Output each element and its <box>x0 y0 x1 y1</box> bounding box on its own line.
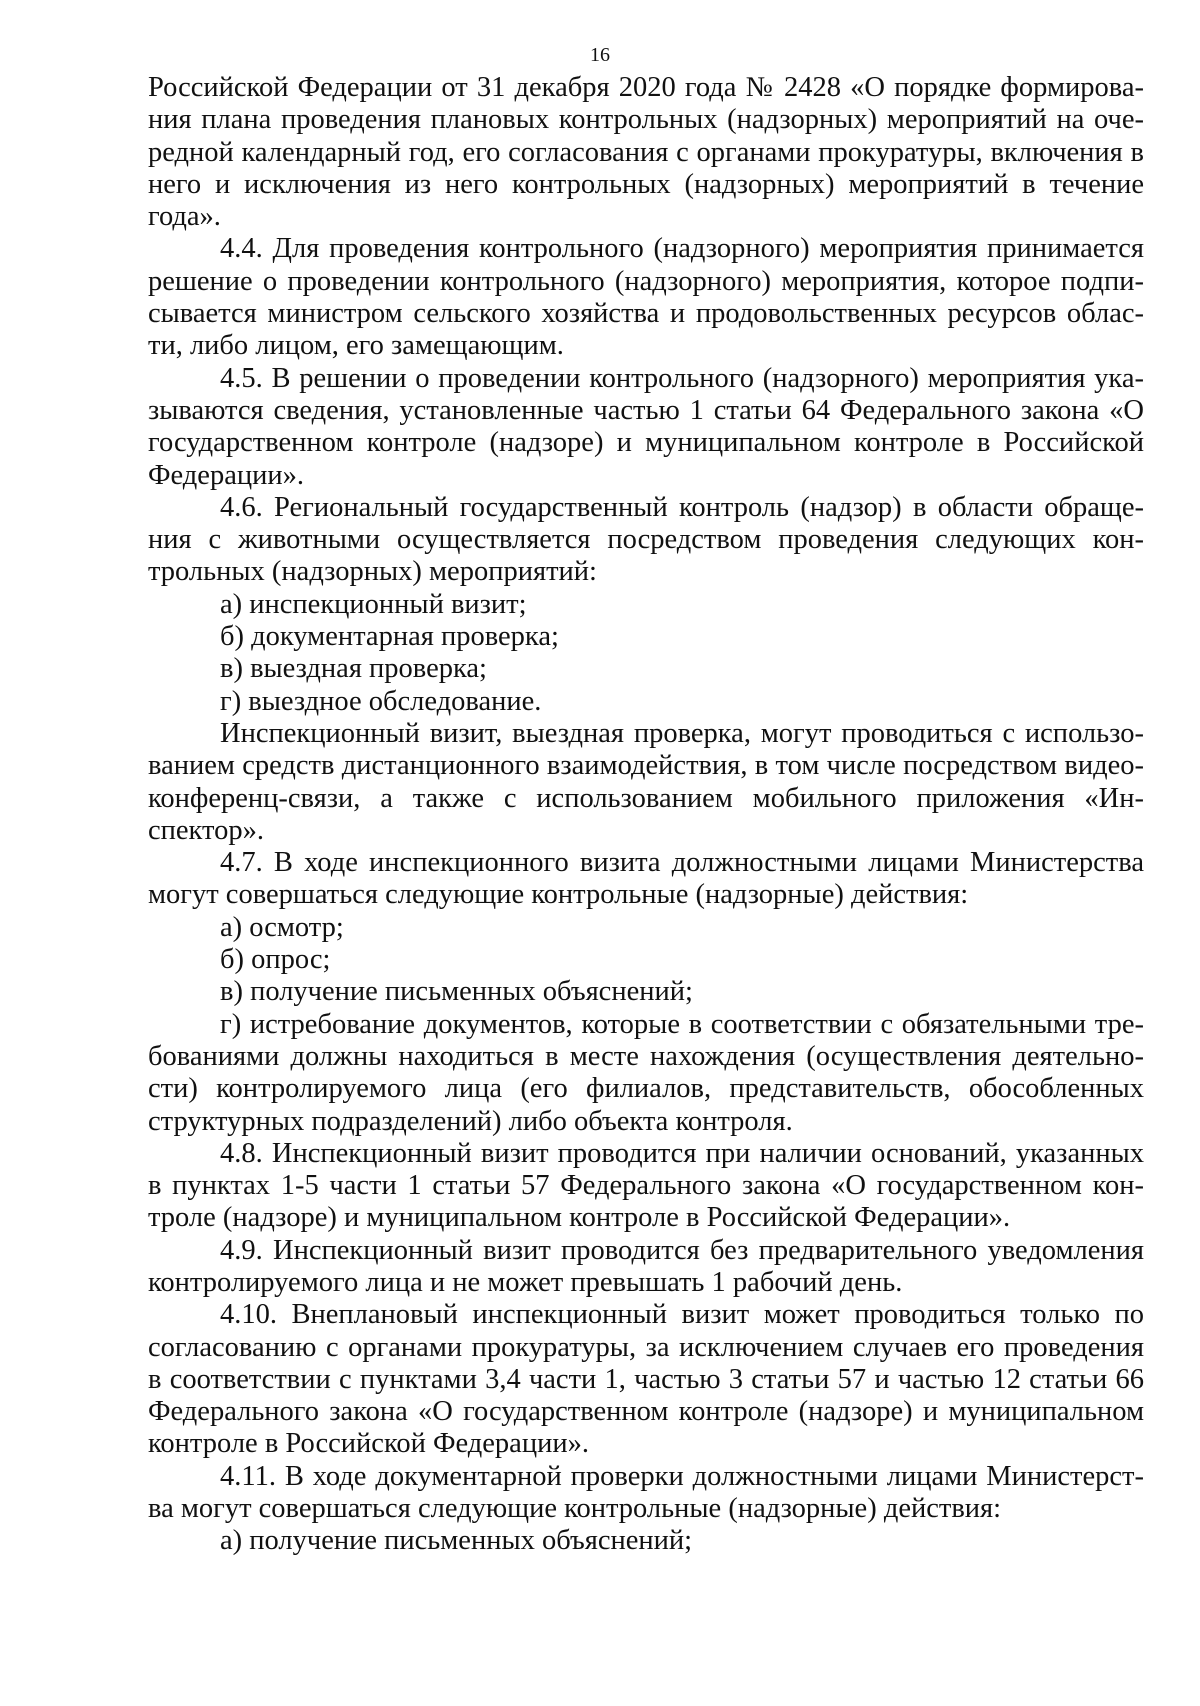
paragraph-4-11: 4.11. В ходе документарной проверки должностными лицами Министерства могут совершаться следующие контрольные (надзорные) действия: <box>148 1460 1144 1525</box>
list-item-b: б) документарная проверка; <box>220 621 559 653</box>
paragraph-4-5: 4.5. В решении о проведении контрольного (надзорного) мероприятия указываются сведения, установленные частью 1 статьи 64 Федерального закона «О государственном контроле (надзоре) и муниципальном контроле в Российской Федерации». <box>148 362 1144 491</box>
list-item-a: а) получение письменных объяснений; <box>220 1525 693 1557</box>
paragraph-4-9: 4.9. Инспекционный визит проводится без предварительного уведомления контролируемого лица и не может превышать 1 рабочий день. <box>148 1234 1144 1298</box>
list-item-a: а) инспекционный визит; <box>220 588 527 620</box>
paragraph-remote-interaction: Инспекционный визит, выездная проверка, могут проводиться с использованием средств дистанционного взаимодействия, в том числе посредством видео-конференц-связи, а также с использованием мобильного приложения «Инспектор». <box>148 717 1144 846</box>
list-item-b: б) опрос; <box>220 944 331 976</box>
paragraph-4-7: 4.7. В ходе инспекционного визита должностными лицами Министерства могут совершаться следующие контрольные (надзорные) действия: <box>148 847 1144 911</box>
list-item-g: г) выездное обследование. <box>220 685 542 717</box>
paragraph-continuation: Российской Федерации от 31 декабря 2020 года № 2428 «О порядке формирования плана проведения плановых контрольных (надзорных) мероприятий на очередной календарный год, его согласования с органами прокуратуры, включения в него и исключения из него контрольных (надзорных) мероприятий в течение года». <box>148 72 1144 233</box>
paragraph-4-10: 4.10. Внеплановый инспекционный визит может проводиться только по согласованию с органами прокуратуры, за исключением случаев его проведения в соответствии с пунктами 3,4 части 1, частью 3 статьи 57 и частью 12 статьи 66 Федерального закона «О государственном контроле (надзоре) и муниципальном контроле в Российской Федерации». <box>148 1299 1144 1460</box>
document-body <box>148 72 1144 1558</box>
paragraph-4-6: 4.6. Региональный государственный контроль (надзор) в области обращения с животными осуществляется посредством проведения следующих контрольных (надзорных) мероприятий: <box>148 491 1144 588</box>
list-item-v: в) выездная проверка; <box>220 653 487 685</box>
list-item-g: г) истребование документов, которые в соответствии с обязательными требованиями должны находиться в месте нахождения (осуществления деятельности) контролируемого лица (его филиалов, представительств, обособленных структурных подразделений) либо объекта контроля. <box>148 1008 1144 1137</box>
list-item-v: в) получение письменных объяснений; <box>220 976 693 1008</box>
list-item-a: а) осмотр; <box>220 911 344 943</box>
page-number: 16 <box>590 44 610 66</box>
paragraph-4-4: 4.4. Для проведения контрольного (надзорного) мероприятия принимается решение о проведении контрольного (надзорного) мероприятия, которое подписывается министром сельского хозяйства и продовольственных ресурсов области, либо лицом, его замещающим. <box>148 233 1144 362</box>
paragraph-4-8: 4.8. Инспекционный визит проводится при наличии оснований, указанных в пунктах 1-5 части 1 статьи 57 Федерального закона «О государственном контроле (надзоре) и муниципальном контроле в Российской Федерации». <box>148 1137 1144 1234</box>
